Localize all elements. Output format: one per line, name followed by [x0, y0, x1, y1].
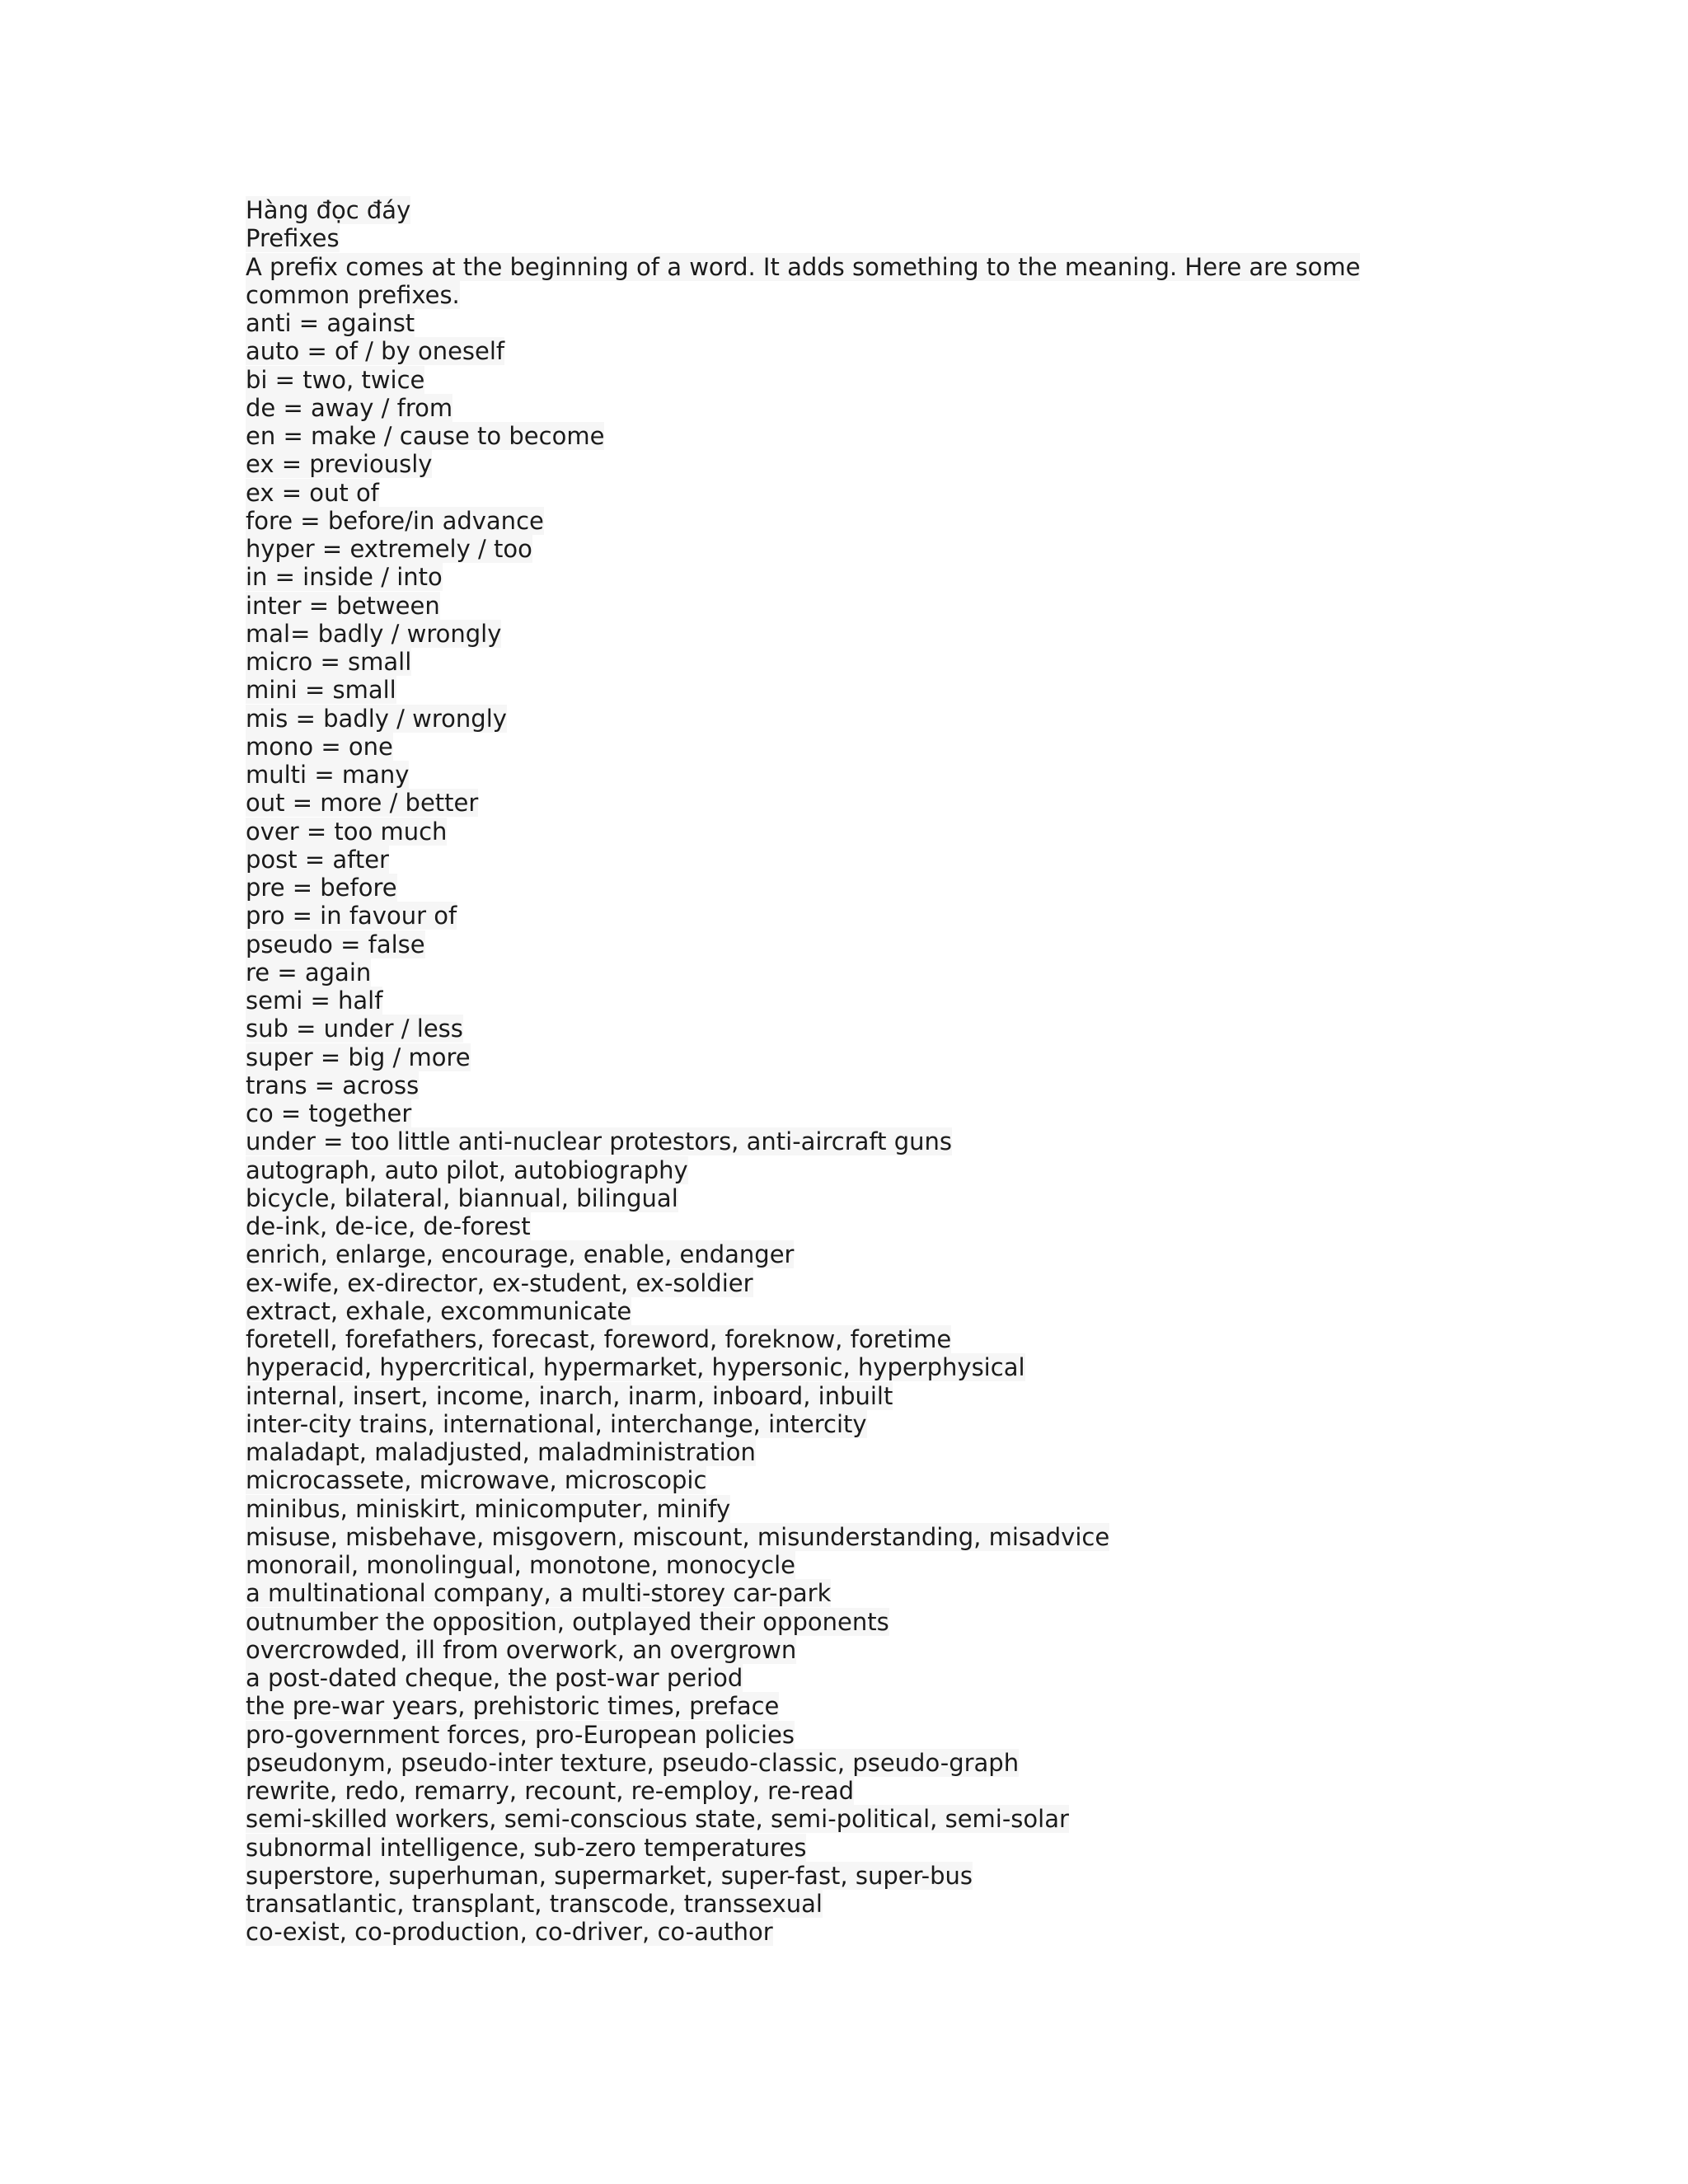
prefix-example-line	[246, 1636, 1647, 1664]
prefix-example-line	[246, 1551, 1647, 1579]
line-text: Prefixes	[246, 224, 340, 253]
line-text: anti = against	[246, 309, 415, 337]
heading-line	[246, 196, 1647, 224]
line-text: post = after	[246, 845, 389, 874]
prefix-example-line	[246, 1466, 1647, 1494]
prefix-definition-line	[246, 789, 1647, 817]
line-text: a multinational company, a multi-storey car-park	[246, 1579, 832, 1608]
prefix-example-line	[246, 1721, 1647, 1749]
line-text: trans = across	[246, 1071, 420, 1099]
prefix-example-line	[246, 1353, 1647, 1381]
line-text: pseudo = false	[246, 930, 425, 958]
line-text: common prefixes.	[246, 280, 460, 309]
prefix-definition-line	[246, 902, 1647, 930]
prefix-example-line	[246, 1325, 1647, 1353]
prefix-definition-line	[246, 1043, 1647, 1071]
prefix-definition-line	[246, 648, 1647, 676]
line-text: pro-government forces, pro-European policies	[246, 1720, 795, 1749]
line-text: internal, insert, income, inarch, inarm, inboard, inbuilt	[246, 1381, 893, 1410]
prefix-definition-line	[246, 846, 1647, 874]
prefix-example-line	[246, 1664, 1647, 1692]
prefix-example-line	[246, 1212, 1647, 1240]
prefix-example-line	[246, 1269, 1647, 1297]
line-text: micro = small	[246, 648, 412, 676]
prefix-example-line	[246, 1156, 1647, 1184]
line-text: de-ink, de-ice, de-forest	[246, 1212, 531, 1240]
line-text: bi = two, twice	[246, 365, 425, 394]
section-title	[246, 224, 1647, 252]
line-text: inter-city trains, international, interchange, intercity	[246, 1409, 867, 1438]
line-text: re = again	[246, 958, 372, 987]
line-text: subnormal intelligence, sub-zero temperatures	[246, 1833, 807, 1862]
prefix-example-line	[246, 1862, 1647, 1890]
line-text: ex-wife, ex-director, ex-student, ex-soldier	[246, 1268, 753, 1297]
prefix-definition-line	[246, 1099, 1647, 1127]
prefix-example-line	[246, 1410, 1647, 1438]
line-text: de = away / from	[246, 393, 453, 422]
line-text: transatlantic, transplant, transcode, transsexual	[246, 1890, 823, 1918]
line-text: over = too much	[246, 817, 448, 846]
line-text: pro = in favour of	[246, 902, 457, 930]
line-text: misuse, misbehave, misgovern, miscount, misunderstanding, misadvice	[246, 1522, 1110, 1551]
line-text: mini = small	[246, 676, 396, 705]
line-text: monorail, monolingual, monotone, monocycle	[246, 1551, 795, 1579]
line-text: the pre-war years, prehistoric times, preface	[246, 1692, 780, 1721]
prefix-definition-line	[246, 733, 1647, 761]
prefix-example-line	[246, 1127, 1647, 1155]
prefix-example-line	[246, 1834, 1647, 1862]
line-text: multi = many	[246, 761, 410, 789]
line-text: under = too little anti-nuclear protestors, anti-aircraft guns	[246, 1127, 952, 1156]
line-text: a post-dated cheque, the post-war period	[246, 1664, 743, 1692]
prefix-example-line	[246, 1495, 1647, 1523]
prefix-example-line	[246, 1777, 1647, 1805]
line-text: semi-skilled workers, semi-conscious state, semi-political, semi-solar	[246, 1805, 1069, 1834]
line-text: auto = of / by oneself	[246, 337, 505, 366]
line-text: minibus, miniskirt, minicomputer, minify	[246, 1494, 731, 1523]
prefix-example-line	[246, 1297, 1647, 1325]
line-text: super = big / more	[246, 1043, 471, 1071]
prefix-example-line	[246, 1918, 1647, 1946]
prefix-definition-line	[246, 676, 1647, 704]
prefix-definition-line	[246, 818, 1647, 846]
prefix-definition-line	[246, 958, 1647, 987]
prefix-definition-line	[246, 450, 1647, 478]
line-text: hyperacid, hypercritical, hypermarket, hypersonic, hyperphysical	[246, 1353, 1025, 1382]
prefix-definition-line	[246, 930, 1647, 958]
line-text: superstore, superhuman, supermarket, super-fast, super-bus	[246, 1861, 973, 1890]
line-text: mono = one	[246, 732, 393, 761]
prefix-example-line	[246, 1240, 1647, 1268]
prefix-example-line	[246, 1692, 1647, 1720]
prefix-definition-line	[246, 366, 1647, 394]
line-text: hyper = extremely / too	[246, 535, 532, 563]
prefix-definition-line	[246, 337, 1647, 365]
line-text: in = inside / into	[246, 563, 443, 592]
prefix-definition-line	[246, 422, 1647, 450]
prefix-definition-line	[246, 620, 1647, 648]
line-text: pre = before	[246, 874, 397, 902]
prefix-example-line	[246, 1523, 1647, 1551]
line-text: co = together	[246, 1099, 412, 1127]
prefix-definition-line	[246, 1071, 1647, 1099]
line-text: sub = under / less	[246, 1015, 463, 1043]
prefix-definition-line	[246, 1015, 1647, 1043]
line-text: outnumber the opposition, outplayed their opponents	[246, 1607, 889, 1636]
line-text: inter = between	[246, 591, 440, 620]
prefix-example-line	[246, 1890, 1647, 1918]
intro-text-line	[246, 253, 1647, 281]
line-text: rewrite, redo, remarry, recount, re-employ, re-read	[246, 1777, 855, 1805]
line-text: out = more / better	[246, 789, 479, 818]
line-text: foretell, forefathers, forecast, foreword, foreknow, foretime	[246, 1325, 952, 1353]
prefix-definition-line	[246, 563, 1647, 591]
line-text: pseudonym, pseudo-inter texture, pseudo-classic, pseudo-graph	[246, 1748, 1020, 1777]
prefix-definition-line	[246, 987, 1647, 1015]
prefix-definition-line	[246, 705, 1647, 733]
prefix-definition-line	[246, 309, 1647, 337]
line-text: overcrowded, ill from overwork, an overgrown	[246, 1635, 797, 1664]
line-text: enrich, enlarge, encourage, enable, endanger	[246, 1240, 795, 1269]
prefix-definition-line	[246, 479, 1647, 507]
line-text: Hàng đọc đáy	[246, 196, 411, 224]
prefix-definition-line	[246, 874, 1647, 902]
prefix-example-line	[246, 1382, 1647, 1410]
line-text: microcassete, microwave, microscopic	[246, 1466, 707, 1495]
line-text: extract, exhale, excommunicate	[246, 1296, 632, 1325]
intro-text-line	[246, 281, 1647, 309]
prefix-definition-line	[246, 507, 1647, 535]
prefix-example-line	[246, 1749, 1647, 1777]
line-text: maladapt, maladjusted, maladministration	[246, 1438, 756, 1466]
line-text: semi = half	[246, 987, 383, 1015]
line-text: ex = out of	[246, 478, 379, 507]
line-text: mal= badly / wrongly	[246, 619, 502, 648]
line-text: ex = previously	[246, 450, 433, 479]
prefix-example-line	[246, 1438, 1647, 1466]
prefix-definition-line	[246, 761, 1647, 789]
prefix-definition-line	[246, 535, 1647, 563]
document-body	[246, 196, 1647, 1947]
prefix-example-line	[246, 1805, 1647, 1833]
line-text: en = make / cause to become	[246, 422, 605, 450]
line-text: co-exist, co-production, co-driver, co-author	[246, 1918, 773, 1947]
prefix-example-line	[246, 1608, 1647, 1636]
prefix-definition-line	[246, 592, 1647, 620]
line-text: mis = badly / wrongly	[246, 704, 507, 733]
prefix-definition-line	[246, 394, 1647, 422]
prefix-example-line	[246, 1579, 1647, 1607]
line-text: autograph, auto pilot, autobiography	[246, 1155, 688, 1184]
prefix-example-line	[246, 1184, 1647, 1212]
line-text: fore = before/in advance	[246, 506, 544, 535]
line-text: A prefix comes at the beginning of a word. It adds something to the meaning. Here are some	[246, 252, 1361, 281]
line-text: bicycle, bilateral, biannual, bilingual	[246, 1183, 678, 1212]
